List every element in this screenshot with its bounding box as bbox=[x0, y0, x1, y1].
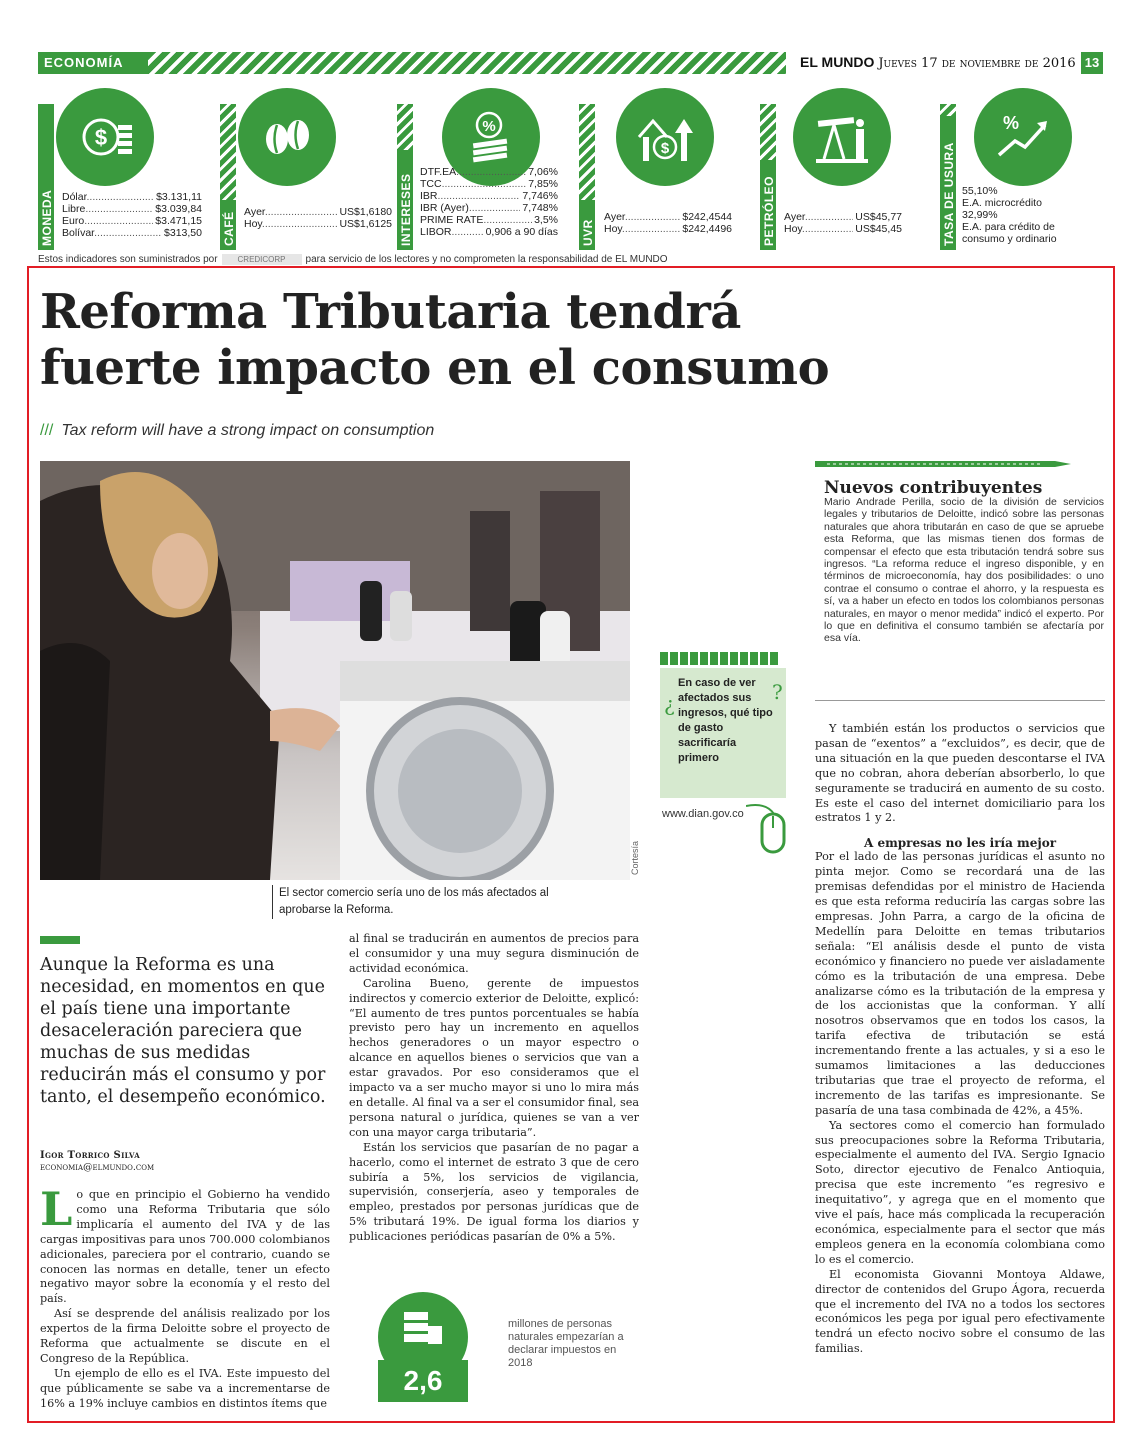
percent-trend-icon bbox=[974, 88, 1072, 186]
paragraph: El economista Giovanni Montoya Aldawe, director de contenidos del Grupo Ágora, recuerda que el incremento del IVA no a todos los sectores económicos les pega por igual pero efectivamente tendrá un efecto nocivo sobre el consumo de las familias. bbox=[815, 1267, 1105, 1356]
indicator-values-moneda: Dólar ..... $3.131,11 Libre ..... $3.039,84 Euro ..... $3.471,15 Bolívar ..... $313,50 bbox=[62, 191, 202, 239]
dollar-coins-icon bbox=[56, 88, 154, 186]
article-photo bbox=[40, 461, 630, 880]
box-rule bbox=[815, 700, 1105, 701]
box-title: Nuevos contribuyentes bbox=[824, 478, 1043, 498]
indicator-label-cafe: CAFÉ bbox=[220, 200, 236, 250]
money-stack-icon bbox=[398, 1304, 448, 1354]
poll-url[interactable]: www.dian.gov.co bbox=[662, 808, 744, 820]
indicator-stripes-petroleo bbox=[760, 104, 776, 160]
lead-paragraph: Aunque la Reforma es una necesidad, en momentos en que el país tiene una importante desaceleración pareciera que muchas de sus medidas reducirán más el consumo y por tanto, el desempeño económico. bbox=[40, 955, 326, 1107]
indicator-label-intereses: INTERESES bbox=[397, 150, 413, 250]
paragraph: Un ejemplo de ello es el IVA. Este impuesto del que públicamente se sabe va a incrementarse de 16% a 19% incluye cambios en distintos ítems que bbox=[40, 1366, 330, 1410]
house-money-chart-icon bbox=[616, 88, 714, 186]
poll-tab bbox=[660, 652, 780, 665]
body-column-3 bbox=[815, 722, 1105, 1357]
stat-value: 2,6 bbox=[403, 1365, 443, 1396]
paragraph: Carolina Bueno, gerente de impuestos indirectos y comercio exterior de Deloitte, explicó: “El aumento de tres puntos porcentuales se había previsto pero hay un incremento en aquellos hechos generadores o un mayor espectro o alcance en aquellos bienes o servicios que van a estar gravados. Por eso consideramos que el impacto va a ser mucho mayor si uno lo mira más en detalle. Al final va a ser el consumidor final, sea persona natural o jurídica, quienes se van a ver con una mayor carga tributaria”. bbox=[349, 976, 639, 1139]
body-column-2 bbox=[349, 932, 639, 1245]
indicator-label-usura: TASA DE USURA bbox=[940, 116, 956, 250]
question-close-icon: ? bbox=[772, 680, 783, 704]
author-email: economia@elmundo.com bbox=[40, 1162, 155, 1173]
indicator-values-petroleo: Ayer ..... US$45,77 Hoy ..... US$45,45 bbox=[784, 211, 902, 235]
oil-pump-icon bbox=[793, 88, 891, 186]
author-name: Igor Torrico Silva bbox=[40, 1150, 140, 1161]
headline: Reforma Tributaria tendrá fuerte impacto en el consumo bbox=[40, 284, 830, 396]
paragraph: al final se traducirán en aumentos de precios para el consumidor y una muy segura disminución de actividad económica. bbox=[349, 932, 639, 975]
indicator-label-moneda: MONEDA bbox=[38, 104, 54, 250]
box-body: Mario Andrade Perilla, socio de la división de servicios legales y tributarios de Deloitte, indicó sobre las personas naturales que ahora tributarán en caso de que se apruebe esta Reforma, que las mismas tienen dos formas de compensar el efecto que esta tributación tendrá sobre sus ingresos. “La reforma reduce el ingreso disponible, y en términos de microeconomía, hay dos posibilidades: o uno contrae el consumo o contrae el ahorro, y la respuesta es sí, va a haber un efecto en todos los colombianos personas naturales, en mayor o menor medida” indicó el experto. Por lo que en definitiva el consumo también se afectaría por esa vía. bbox=[824, 496, 1104, 645]
body-column-1 bbox=[40, 1182, 330, 1412]
indicator-values-cafe: Ayer ..... US$1,6180 Hoy ..... US$1,6125 bbox=[244, 206, 392, 230]
indicator-values-usura: 55,10% E.A. microcrédito 32,99% E.A. para crédito de consumo y ordinario bbox=[962, 185, 1057, 245]
credicorp-logo: CREDICORP bbox=[222, 254, 302, 265]
subheadline: /// Tax reform will have a strong impact on consumption bbox=[40, 422, 435, 439]
pencil-divider-icon bbox=[815, 459, 1095, 469]
paragraph: Por el lado de las personas jurídicas el asunto no pinta mejor. Como se recordará una de las premisas defendidas por el ministro de Hacienda es que esta reforma reduciría las cargas sobre las empresas. John Parra, a cargo de la oficina de Medellín para Deloitte en temas tributarios señala: “El análisis desde el punto de vista económico y financiero no puede ver aisladamente cómo es la tributación de una empresa. Debe analizarse cómo es la tributación de la empresa y de los accionistas que la conforman. Y allí nosotros observamos que en todos los casos, la tarifa efectiva de tributación se está incrementando frente a las actuales, y si a eso le sumamos limitaciones a las deducciones tributarias que trae el proyecto de reforma, el incremento de las tarifas es impresionante. Se pasaría de una tasa combinada de 42%, a 45%. bbox=[815, 850, 1105, 1117]
coffee-beans-icon bbox=[238, 88, 336, 186]
indicator-values-intereses: DTF.EA ..... 7,06% TCC ..... 7,85% IBR ..... 7,746% IBR (Ayer) ..... 7,748% PRIME RATE ..... 3,5% LIBOR ..... 0,906 a 90 días bbox=[420, 166, 558, 238]
photo-illustration bbox=[40, 461, 630, 880]
section-subheading: A empresas no les iría mejor bbox=[863, 836, 1057, 851]
paper-name: EL MUNDO bbox=[800, 54, 875, 70]
indicator-stripes-uvr bbox=[579, 104, 595, 200]
stat-description: millones de personas naturales empezarían a declarar impuestos en 2018 bbox=[508, 1318, 624, 1369]
masthead-date bbox=[800, 54, 1076, 71]
indicator-label-petroleo: PETRÓLEO bbox=[760, 160, 776, 250]
paragraph: Así se desprende del análisis realizado por los expertos de la firma Deloitte sobre el proyecto de Reforma que actualmente se discute en el Congreso de la República. bbox=[40, 1307, 330, 1365]
svg-text:%: % bbox=[482, 118, 496, 135]
mouse-icon bbox=[746, 800, 786, 856]
indicator-stripes-cafe bbox=[220, 104, 236, 200]
drop-cap: L bbox=[40, 1182, 73, 1236]
paragraph: Ya sectores como el comercio han formulado sus preocupaciones sobre la Reforma Tributaria, especialmente el aumento del IVA. Sergio Ignacio Soto, director ejecutivo de Fenalco Antioquia, precisa que este incremento “es regresivo e inequitativo”, y agrega que en el momento que vive el país, hace más complicada la recuperación económica, especialmente para el sector que más empleos genera en la economía colombiana como lo es el comercio. bbox=[815, 1118, 1105, 1266]
indicator-stripes-usura bbox=[940, 104, 956, 116]
section-stripes bbox=[148, 52, 786, 74]
section-tag: ECONOMÍA bbox=[38, 52, 148, 74]
lead-marker bbox=[40, 936, 80, 944]
svg-text:%: % bbox=[1002, 113, 1020, 133]
poll-question: En caso de ver afectados sus ingresos, qué tipo de gasto sacrificaría primero bbox=[678, 677, 773, 764]
indicators-disclaimer: Estos indicadores son suministrados por CREDICORP para servicio de los lectores y no comprometen la responsabilidad de EL MUNDO bbox=[38, 254, 668, 266]
paragraph: Están los servicios que pasarían de no pagar a hacerlo, como el internet de estrato 3 que de cero subiría a 5%, los servicios de vigilancia, supervisión, conserjería, aseo y temporales de empleo, prestados por personas jurídicas que de 5% tributará 19%. De igual forma los diarios y publicaciones periódicas pasarían de 0% a 5%. bbox=[349, 1140, 639, 1244]
svg-text:$: $ bbox=[660, 140, 670, 157]
svg-text:$: $ bbox=[94, 125, 108, 150]
paragraph: Lo que en principio el Gobierno ha vendido como una Reforma Tributaria que sólo implicaría el aumento del IVA y de las cargas impositivas para unos 700.000 colombianos adicionales, pareciera por el contrario, cuando se conocen las normas en detalle, tener un efecto negativo mayor sobre la economía y el resto del país. bbox=[40, 1182, 330, 1306]
question-open-icon: ¿ bbox=[664, 692, 675, 716]
page-number: 13 bbox=[1081, 52, 1103, 74]
subhead-slashes: /// bbox=[40, 422, 54, 439]
issue-date: Jueves 17 de noviembre de 2016 bbox=[878, 56, 1076, 71]
paragraph: Y también están los productos o servicios que pasan de “exentos” a “excluidos”, es decir, que de una situación en la que pueden descontarse el IVA que no cobran, ahora deberían absorberlo, lo que seguramente se traducirá en aumento de su costo. Es este el caso del internet domiciliario para los estratos 1 y 2. bbox=[815, 722, 1105, 825]
photo-credit: Cortesía bbox=[630, 840, 640, 875]
indicator-label-uvr: UVR bbox=[579, 200, 595, 250]
indicator-stripes-intereses bbox=[397, 104, 413, 150]
indicator-values-uvr: Ayer ..... $242,4544 Hoy ..... $242,4496 bbox=[604, 211, 732, 235]
photo-caption: El sector comercio sería uno de los más afectados al aprobarse la Reforma. bbox=[272, 885, 579, 919]
